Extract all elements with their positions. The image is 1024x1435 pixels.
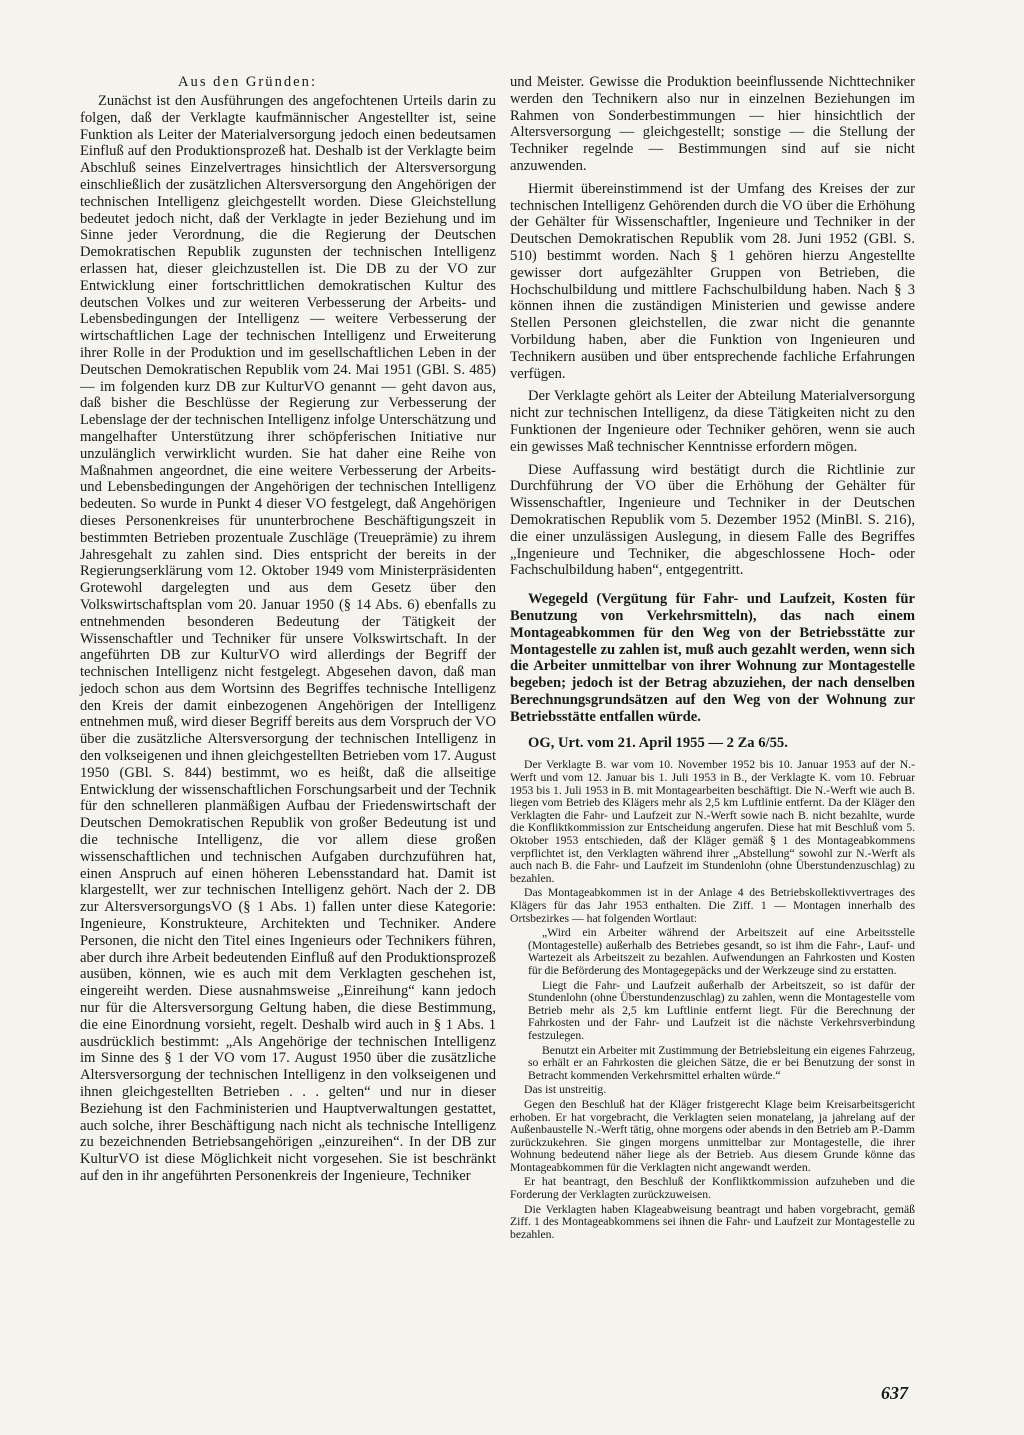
body-paragraph: Der Verklagte gehört als Leiter der Abteilung Materialversorgung nicht zur technischen Intelligenz, da diese Tätigkeiten nicht zu den Funktionen der Ingenieure oder Techniker gehören, wenn sie auch ein gewisses Maß technischer Kenntnisse erfordern mögen. <box>510 388 915 455</box>
small-paragraph: Gegen den Beschluß hat der Kläger fristgerecht Klage beim Kreisarbeitsgericht erhoben. Er hat vorgebracht, die Verklagten seien monatelang, ja jahrelang auf der Außenbaustelle N.-Werft tätig, ohne morgens oder abends in den Betrieb am P.-Damm zurückzukehren. Sie gingen morgens unmittelbar zur Montagestelle, die ihrer Wohnung bedeutend näher liege als der Betrieb. Aus diesem Grunde könne das Montageabkommen für die Verklagten nicht angewandt werden. <box>510 1097 915 1174</box>
case-facts <box>510 759 915 1241</box>
body-paragraph: Diese Auffassung wird bestätigt durch die Richtlinie zur Durchführung der VO über die Erhöhung der Gehälter für Wissenschaftler, Ingenieure und Techniker in der Deutschen Demokratischen Republik vom 5. Dezember 1952 (MinBl. S. 216), die einer unzulässigen Auslegung, in diesem Falle des Begriffes „Ingenieure und Techniker, die abgeschlossene Hoch- oder Fachschulbildung haben“, entgegentritt. <box>510 461 915 579</box>
quote-paragraph: Benutzt ein Arbeiter mit Zustimmung der Betriebsleitung ein eigenes Fahrzeug, so erhält er an Fahrkosten die gleichen Sätze, die er bei Benutzung der sonst in Betracht kommenden Verkehrsmittel erhalten würde.“ <box>528 1043 915 1082</box>
body-paragraph: und Meister. Gewisse die Produktion beeinflussende Nichttechniker werden den Technikern also nur in einzelnen Beziehungen im Rahmen von Sonderbestimmungen — hier hinsichtlich der Altersversorgung — gleichgestellt; sonstige — die Stellung der Techniker regelnde — Bestimmungen sind auf sie nicht anzuwenden. <box>510 74 915 174</box>
quote-paragraph: Liegt die Fahr- und Laufzeit außerhalb der Arbeitszeit, so ist dafür der Stundenlohn (ohne Überstundenzuschlag) zu zahlen, wenn die Montagestelle vom Betrieb mehr als 2,5 km Luftlinie entfernt liegt. Für die Berechnung der Fahrkosten und der Fahr- und Laufzeit ist die nächste Verkehrsverbindung festzulegen. <box>528 978 915 1042</box>
body-paragraph: Hiermit übereinstimmend ist der Umfang des Kreises der zur technischen Intelligenz Gehörenden durch die VO über die Erhöhung der Gehälter für Wissenschaftler, Ingenieure und Techniker in der Deutschen Demokratischen Republik vom 28. Juni 1952 (GBl. S. 510) bestimmt worden. Nach § 1 gehören hierzu Angestellte gewisser dort aufgezählter Gruppen von Betrieben, die Hochschulbildung und mittlere Fachschulbildung haben. Nach § 3 können ihnen die zuständigen Ministerien und gewisse andere Stellen Personen gleichstellen, die zwar nicht die genannte Vorbildung haben, aber die Funktion von Ingenieuren und Technikern ausüben und über entsprechende fachliche Erfahrungen verfügen. <box>510 180 915 382</box>
body-paragraph: Zunächst ist den Ausführungen des angefochtenen Urteils darin zu folgen, daß der Verklagte kaufmännischer Angestellter ist, seine Funktion als Leiter der Materialversorgung jedoch einen bedeutsamen Einfluß auf den Produktionsprozeß hat. Deshalb ist der Verklagte beim Abschluß seines Einzelvertrages hinsichtlich der Altersversorgung einschließlich der zusätzlichen Altersversorgung den Angehörigen der technischen Intelligenz gleichgestellt worden. Diese Gleichstellung bedeutet jedoch nicht, daß der Verklagte in jeder Beziehung und im Sinne jeder Verordnung, die die Regierung der Deutschen Demokratischen Republik zugunsten der technischen Intelligenz erlassen hat, dieser gleichzustellen ist. Die DB zu der VO zur Entwicklung einer fortschrittlichen demokratischen Kultur des deutschen Volkes und zur weiteren Verbesserung der Arbeits- und Lebensbedingungen der Intelligenz — weitere Verbesserung der wirtschaftlichen Lage der technischen Intelligenz und Erweiterung ihrer Rolle in der Produktion und im gesellschaftlichen Leben in der Deutschen Demokratischen Republik vom 24. Mai 1951 (GBl. S. 485) — im folgenden kurz DB zur KulturVO genannt — geht davon aus, daß bisher die Beschlüsse der Regierung zur Verbesserung der Lebenslage der der technischen Intelligenz infolge Unterschätzung und mangelhafter Unterstützung ihrer schöpferischen Initiative nur unzulänglich verwirklicht wurden. Sie hat daher eine Reihe von Maßnahmen angeordnet, die eine weitere Verbesserung der Arbeits- und Lebensbedingungen der Angehörigen der technischen Intelligenz bedeuten. So wurde in Punkt 4 dieser VO festgelegt, daß Angehörigen dieses Personenkreises für ununterbrochene Beschäftigungszeit in bestimmten Betrieben prozentuale Zuschläge (Treueprämie) zu ihrem Jahresgehalt zu zahlen sind. Dies entspricht der bereits in der Regierungserklärung vom 12. Oktober 1949 vom Ministerpräsidenten Grotewohl dargelegten und aus dem Gesetz über den Volkswirtschaftsplan vom 20. Januar 1950 (§ 14 Abs. 6) ebenfalls zu entnehmenden besonderen Bedeutung der Tätigkeit der Wissenschaftler und Techniker für unsere Volkswirtschaft. In der angeführten DB zur KulturVO wird allerdings der Begriff der technischen Intelligenz nicht festgelegt. Abgesehen davon, daß man jedoch schon aus dem Wortsinn des Begriffes technische Intelligenz den Kreis der damit einbezogenen Angehörigen der Intelligenz entnehmen muß, wird dieser Begriff bereits aus dem Vorspruch der VO über die zusätzliche Altersversorgung der technischen Intelligenz in den volkseigenen und ihnen gleichgestellten Betrieben vom 17. August 1950 (GBl. S. 844) bestimmt, wo es heißt, daß die allseitige Entwicklung der wissenschaftlichen Forschungsarbeit und der Technik für den schnelleren planmäßigen Aufbau der Friedenswirtschaft der Deutschen Demokratischen Republik von großer Bedeutung ist und die technische Intelligenz, die vor allem diese großen wissenschaftlichen und technischen Aufgaben durchzuführen hat, einen Anspruch auf einen höheren Lebensstandard hat. Damit ist klargestellt, wer zur technischen Intelligenz gehört. Nach der 2. DB zur AltersversorgungsVO (§ 1 Abs. 1) fallen unter diese Kategorie: Ingenieure, Konstrukteure, Architekten und Techniker. Andere Personen, die nicht den Titel eines Ingenieurs oder Technikers führen, aber durch ihre Arbeit bedeutenden Einfluß auf den Produktionsprozeß ausüben, können, wie es auch mit dem Verklagten geschehen ist, eingereiht werden. Diese ausnahmsweise „Einreihung“ kann jedoch nur für die Altersversorgung Geltung haben, die diese Bestimmung, die eine Einordnung vorsieht, regelt. Deshalb wird auch in § 1 Abs. 1 ausdrücklich bestimmt: „Als Angehörige der technischen Intelligenz im Sinne des § 1 der VO vom 17. August 1950 über die zusätzliche Altersversorgung der technischen Intelligenz in den volkseigenen und ihnen gleichgestellten Betrieben . . . gelten“ und nur in dieser Beziehung ist den Fachministerien und Hauptverwaltungen gestattet, auch solche, ihrer Beschäftigung nach nicht als technische Intelligenz zu bezeichnenden Betriebsangehörigen „einzureihen“. In der DB zur KulturVO ist diese Möglichkeit nicht vorgesehen. Sie ist beschränkt auf den in ihr angeführten Personenkreis der Ingenieure, Techniker <box>80 93 496 1184</box>
small-paragraph: Das Montageabkommen ist in der Anlage 4 des Betriebskollektivvertrages des Klägers für das Jahr 1953 enthalten. Die Ziff. 1 — Montagen innerhalb des Ortsbezirkes — hat folgenden Wortlaut: <box>510 886 915 925</box>
decision-headnote: Wegegeld (Vergütung für Fahr- und Laufzeit, Kosten für Benutzung von Verkehrsmitteln), das nach einem Montageabkommen für den Weg von der Betriebsstätte zur Montagestelle zu zahlen ist, muß auch gezahlt werden, wenn sich die Arbeiter unmittelbar von ihrer Wohnung zur Montagestelle begeben; jedoch ist der Betrag abzuziehen, der nach denselben Berechnungsgrundsätzen auf den Weg von der Wohnung zur Betriebsstätte entfallen würde. <box>510 591 915 725</box>
page-number: 637 <box>881 1383 908 1403</box>
quote-paragraph: „Wird ein Arbeiter während der Arbeitszeit auf eine Arbeitsstelle (Montagestelle) außerhalb des Betriebes gesandt, so ist ihm die Fahr-, Lauf- und Wartezeit als Arbeitszeit zu bezahlen. Aufwendungen an Fahrkosten und Kosten für die Beförderung des Montagegepäcks und der Werkzeuge sind zu erstatten. <box>528 926 915 977</box>
small-paragraph: Das ist unstreitig. <box>524 1083 607 1097</box>
court-citation: OG, Urt. vom 21. April 1955 — 2 Za 6/55. <box>528 735 788 752</box>
right-column <box>510 74 915 1241</box>
small-paragraph: Der Verklagte B. war vom 10. November 1952 bis 10. Januar 1953 auf der N.-Werft und vom 12. Januar bis 1. Juli 1953 in B., der Verklagte K. vom 10. Februar 1953 bis 1. Juli 1953 in B. mit Montagearbeiten beschäftigt. Die N.-Werft wie auch B. liegen vom Betrieb des Klägers mehr als 2,5 km Luftlinie entfernt. Da der Kläger den Verklagten die Fahr- und Laufzeit zur N.-Werft sowie nach B. nicht bezahlte, wurde die Konfliktkommission zur Entscheidung angerufen. Diese hat mit Beschluß vom 5. Oktober 1953 entschieden, daß der Kläger gemäß § 1 des Montageabkommens verpflichtet ist, den Verklagten während ihrer „Abstellung“ sowohl zur N.-Werft als auch nach B. die Fahr- und Laufzeit im Stundenlohn (ohne Überstundenzuschlag) zu bezahlen. <box>510 758 915 885</box>
small-paragraph: Die Verklagten haben Klageabweisung beantragt und haben vorgebracht, gemäß Ziff. 1 des Montageabkommens sei ihnen die Fahr- und Laufzeit zur Montagestelle zu bezahlen. <box>510 1202 915 1241</box>
small-paragraph: Er hat beantragt, den Beschluß der Konfliktkommission aufzuheben und die Forderung der Verklagten zurückzuweisen. <box>510 1175 915 1202</box>
left-column <box>80 74 496 1185</box>
section-heading: Aus den Gründen: <box>178 74 318 90</box>
